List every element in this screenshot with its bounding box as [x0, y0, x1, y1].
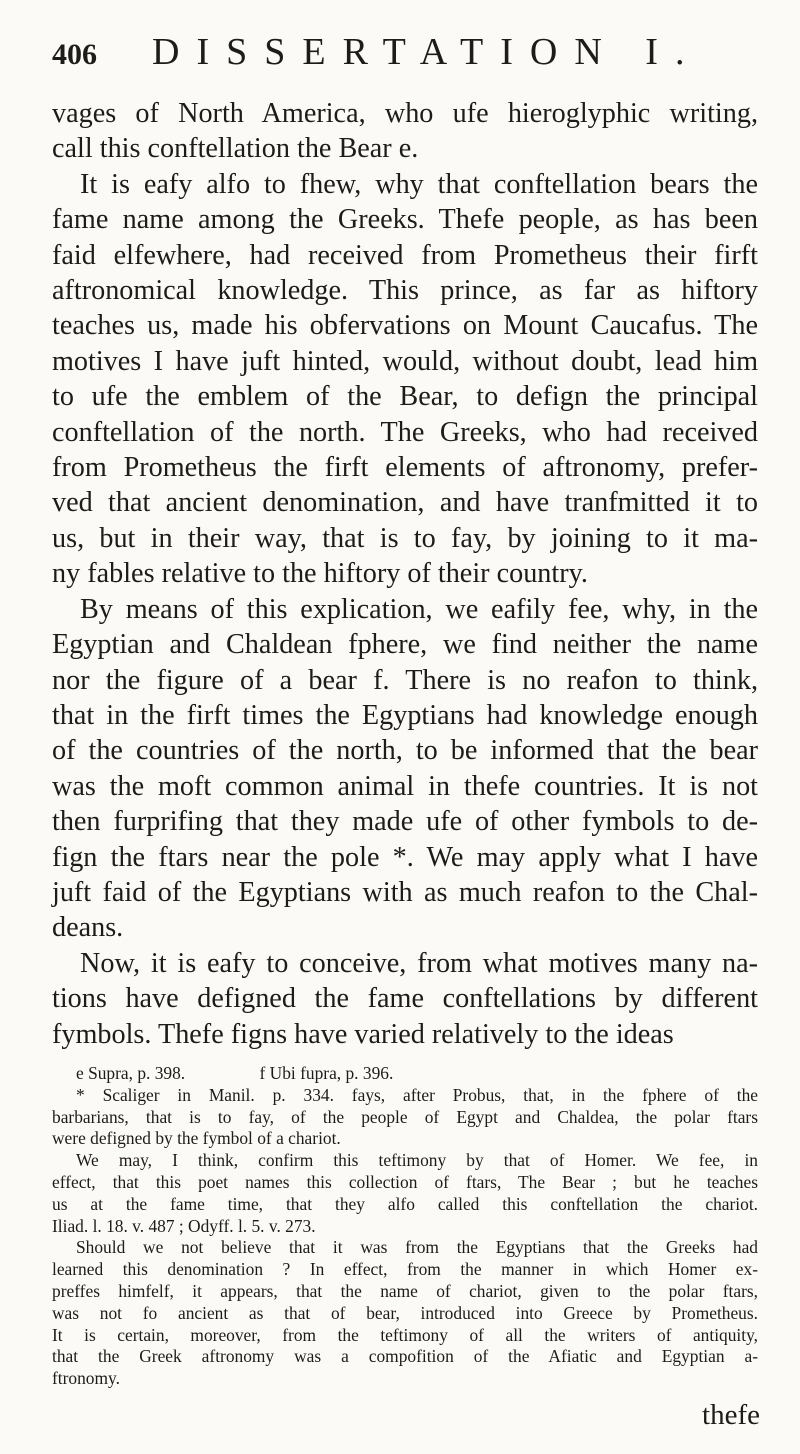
- footnote-line: ftronomy.: [52, 1368, 120, 1389]
- page-header: [52, 28, 752, 88]
- footnote-line: barbarians, that is to fay, of the people of Egypt and Chaldea, the polar ftars: [52, 1106, 758, 1127]
- body-line: Now, it is eafy to conceive, from what motives many na-: [80, 947, 758, 979]
- footnote-line: Should we not believe that it was from the Egyptians that the Greeks had: [76, 1237, 758, 1258]
- body-line: of the countries of the north, to be informed that the bear: [52, 735, 758, 767]
- body-line: aftronomical knowledge. This prince, as far as hiftory: [52, 275, 758, 307]
- footnote-f: f Ubi fupra, p. 396.: [259, 1063, 394, 1083]
- body-line: us, but in their way, that is to fay, by joining to it ma-: [52, 522, 758, 554]
- footnote-line: was not fo ancient as that of bear, introduced into Greece by Prometheus.: [52, 1302, 758, 1323]
- body-line: fymbols. Thefe figns have varied relatively to the ideas: [52, 1018, 674, 1050]
- body-line: Egyptian and Chaldean fphere, we find neither the name: [52, 629, 758, 661]
- body-line: was the moft common animal in thefe countries. It is not: [52, 770, 758, 802]
- body-line: then furprifing that they made ufe of other fymbols to de-: [52, 806, 758, 838]
- body-line: nor the figure of a bear f. There is no reafon to think,: [52, 664, 758, 696]
- footnote-line: learned this denomination ? In effect, from the manner in which Homer ex-: [52, 1259, 758, 1280]
- body-line: juft faid of the Egyptians with as much reafon to the Chal-: [52, 876, 758, 908]
- footnote-line: It is certain, moreover, from the teftimony of all the writers of antiquity,: [52, 1324, 758, 1345]
- body-line: deans.: [52, 912, 124, 944]
- body-line: call this conftellation the Bear e.: [52, 133, 419, 165]
- body-line: vages of North America, who ufe hieroglyphic writing,: [52, 98, 758, 129]
- footnote-line: * Scaliger in Manil. p. 334. fays, after Probus, that, in the fphere of the: [76, 1084, 758, 1105]
- footnote-lines: [52, 1085, 758, 1390]
- body-line: ved that ancient denomination, and have tranfmitted it to: [52, 487, 758, 519]
- body-line: fign the ftars near the pole *. We may apply what I have: [52, 841, 758, 873]
- footnotes: [52, 1063, 758, 1390]
- page-number: 406: [52, 38, 97, 71]
- catchword: thefe: [702, 1399, 760, 1431]
- body-text: [52, 96, 758, 1052]
- footnote-refs: [52, 1063, 758, 1085]
- body-line: conftellation of the north. The Greeks, who had received: [52, 416, 758, 448]
- footnote-line: We may, I think, confirm this teftimony by that of Homer. We fee, in: [76, 1150, 758, 1171]
- body-line: ny fables relative to the hiftory of their country.: [52, 558, 588, 590]
- footnote-line: us at the fame time, that they alfo called this conftellation the chariot.: [52, 1193, 758, 1214]
- body-line: faid elfewhere, had received from Prometheus their firft: [52, 239, 758, 271]
- body-line: It is eafy alfo to fhew, why that conftellation bears the: [80, 168, 758, 200]
- footnote-line: preffes himfelf, it appears, that the name of chariot, given to the polar ftars,: [52, 1280, 758, 1301]
- body-line: that in the firft times the Egyptians had knowledge enough: [52, 699, 758, 731]
- footnote-line: that the Greek aftronomy was a compofition of the Afiatic and Egyptian a-: [52, 1346, 758, 1367]
- body-line: By means of this explication, we eafily fee, why, in the: [80, 593, 758, 625]
- footnote-line: Iliad. l. 18. v. 487 ; Odyff. l. 5. v. 273.: [52, 1215, 316, 1236]
- footnote-line: were defigned by the fymbol of a chariot.: [52, 1128, 341, 1149]
- body-line: motives I have juft hinted, would, without doubt, lead him: [52, 345, 758, 377]
- body-line: teaches us, made his obfervations on Mount Caucafus. The: [52, 310, 758, 342]
- body-line: fame name among the Greeks. Thefe people, as has been: [52, 204, 758, 236]
- footnote-e: e Supra, p. 398.: [76, 1063, 186, 1083]
- footnote-line: effect, that this poet names this collection of ftars, The Bear ; but he teaches: [52, 1171, 758, 1192]
- body-line: to ufe the emblem of the Bear, to defign the principal: [52, 381, 758, 413]
- body-line: from Prometheus the firft elements of aftronomy, prefer-: [52, 452, 758, 484]
- body-line: tions have defigned the fame conftellations by different: [52, 983, 758, 1015]
- running-title: DISSERTATION I.: [152, 31, 702, 73]
